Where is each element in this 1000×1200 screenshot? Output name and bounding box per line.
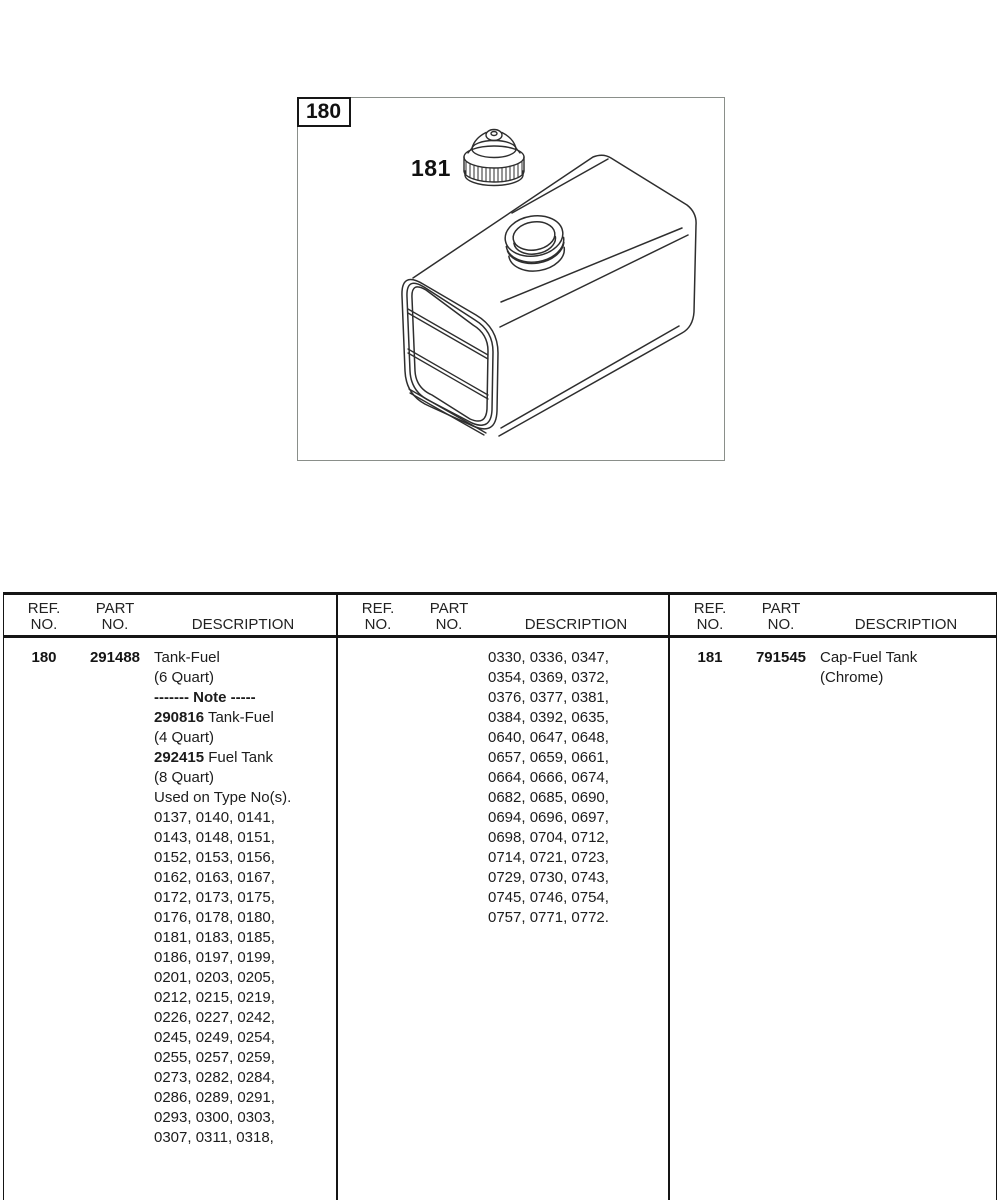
description-line: 0255, 0257, 0259,	[154, 1049, 275, 1066]
ref-no-cell: 180	[31, 649, 57, 666]
ref-header-line2: NO.	[30, 616, 58, 633]
description-line: 0273, 0282, 0284,	[154, 1069, 275, 1086]
description-line: 0729, 0730, 0743,	[488, 869, 609, 886]
ref-header-line2: NO.	[364, 616, 392, 633]
description-line: 0286, 0289, 0291,	[154, 1089, 275, 1106]
description-line: 0694, 0696, 0697,	[488, 809, 609, 826]
header-section-middle	[336, 595, 668, 635]
description-cell	[488, 648, 664, 928]
column-header-part	[742, 601, 820, 633]
ref-header-line2: NO.	[696, 616, 724, 633]
description-line: (4 Quart)	[154, 729, 215, 746]
part-header-line1: PART	[761, 600, 801, 617]
description-line: 0698, 0704, 0712,	[488, 829, 609, 846]
description-line: 0162, 0163, 0167,	[154, 869, 275, 886]
description-line: 0714, 0721, 0723,	[488, 849, 609, 866]
description-line: 0172, 0173, 0175,	[154, 889, 275, 906]
table-body	[4, 638, 996, 1200]
description-line: 0384, 0392, 0635,	[488, 709, 609, 726]
description-line: 0137, 0140, 0141,	[154, 809, 275, 826]
part-header-line2: NO.	[767, 616, 795, 633]
description-line: 0307, 0311, 0318,	[154, 1129, 274, 1146]
fuel-tank-illustration	[298, 98, 724, 460]
ref-header-line1: REF.	[361, 600, 395, 617]
description-line: 0245, 0249, 0254,	[154, 1029, 275, 1046]
description-line: 0226, 0227, 0242,	[154, 1009, 275, 1026]
description-cell	[154, 648, 332, 1148]
description-line: 0664, 0666, 0674,	[488, 769, 609, 786]
part-header-line1: PART	[95, 600, 135, 617]
description-line: (6 Quart)	[154, 669, 215, 686]
description-line: 0757, 0771, 0772.	[488, 909, 609, 926]
parts-entry-middle	[336, 638, 668, 1200]
column-header-description: DESCRIPTION	[524, 616, 628, 633]
filler-neck	[502, 212, 568, 275]
part-header-line2: NO.	[101, 616, 129, 633]
tank-body-drawing	[402, 155, 696, 436]
figure-ref-label: 180	[297, 97, 351, 127]
header-section-right	[668, 595, 996, 635]
description-line: 0640, 0647, 0648,	[488, 729, 609, 746]
description-line: 0186, 0197, 0199,	[154, 949, 275, 966]
description-line: 290816 Tank-Fuel	[154, 709, 274, 726]
description-line: 0354, 0369, 0372,	[488, 669, 609, 686]
description-line: ------- Note -----	[154, 689, 256, 706]
column-header-part	[76, 601, 154, 633]
description-line: Used on Type No(s).	[154, 789, 292, 806]
column-header-ref	[346, 601, 410, 633]
description-line: 0330, 0336, 0347,	[488, 649, 609, 666]
column-header-ref	[12, 601, 76, 633]
description-line: (8 Quart)	[154, 769, 215, 786]
description-line: 0201, 0203, 0205,	[154, 969, 275, 986]
table-header-row	[4, 595, 996, 638]
part-no-cell: 291488	[89, 649, 141, 666]
description-line: 0176, 0178, 0180,	[154, 909, 275, 926]
description-line: (Chrome)	[820, 669, 884, 686]
description-line: 0212, 0215, 0219,	[154, 989, 275, 1006]
description-line: 0181, 0183, 0185,	[154, 929, 275, 946]
column-header-description: DESCRIPTION	[191, 616, 295, 633]
column-header-ref	[678, 601, 742, 633]
fuel-cap-drawing	[464, 130, 524, 186]
description-cell	[820, 648, 992, 688]
cap-knurl-ribs	[466, 161, 522, 182]
ref-header-line1: REF.	[27, 600, 61, 617]
description-line: 292415 Fuel Tank	[154, 749, 273, 766]
description-line: Cap-Fuel Tank	[820, 649, 918, 666]
description-line: Tank-Fuel	[154, 649, 220, 666]
description-line: 0682, 0685, 0690,	[488, 789, 609, 806]
parts-entry-right	[668, 638, 996, 1200]
description-line: 0745, 0746, 0754,	[488, 889, 609, 906]
column-header-part	[410, 601, 488, 633]
figure-frame	[297, 97, 725, 461]
part-header-line2: NO.	[435, 616, 463, 633]
header-section-left	[4, 595, 336, 635]
part-no-cell: 791545	[755, 649, 807, 666]
description-line: 0143, 0148, 0151,	[154, 829, 275, 846]
parts-entry-left	[4, 638, 336, 1200]
description-line: 0152, 0153, 0156,	[154, 849, 275, 866]
cap-ref-callout: 181	[411, 155, 451, 181]
parts-table	[3, 592, 997, 1200]
description-line: 0376, 0377, 0381,	[488, 689, 609, 706]
ref-no-cell: 181	[697, 649, 723, 666]
part-header-line1: PART	[429, 600, 469, 617]
ref-header-line1: REF.	[693, 600, 727, 617]
column-header-description: DESCRIPTION	[854, 616, 958, 633]
description-line: 0293, 0300, 0303,	[154, 1109, 275, 1126]
description-line: 0657, 0659, 0661,	[488, 749, 609, 766]
